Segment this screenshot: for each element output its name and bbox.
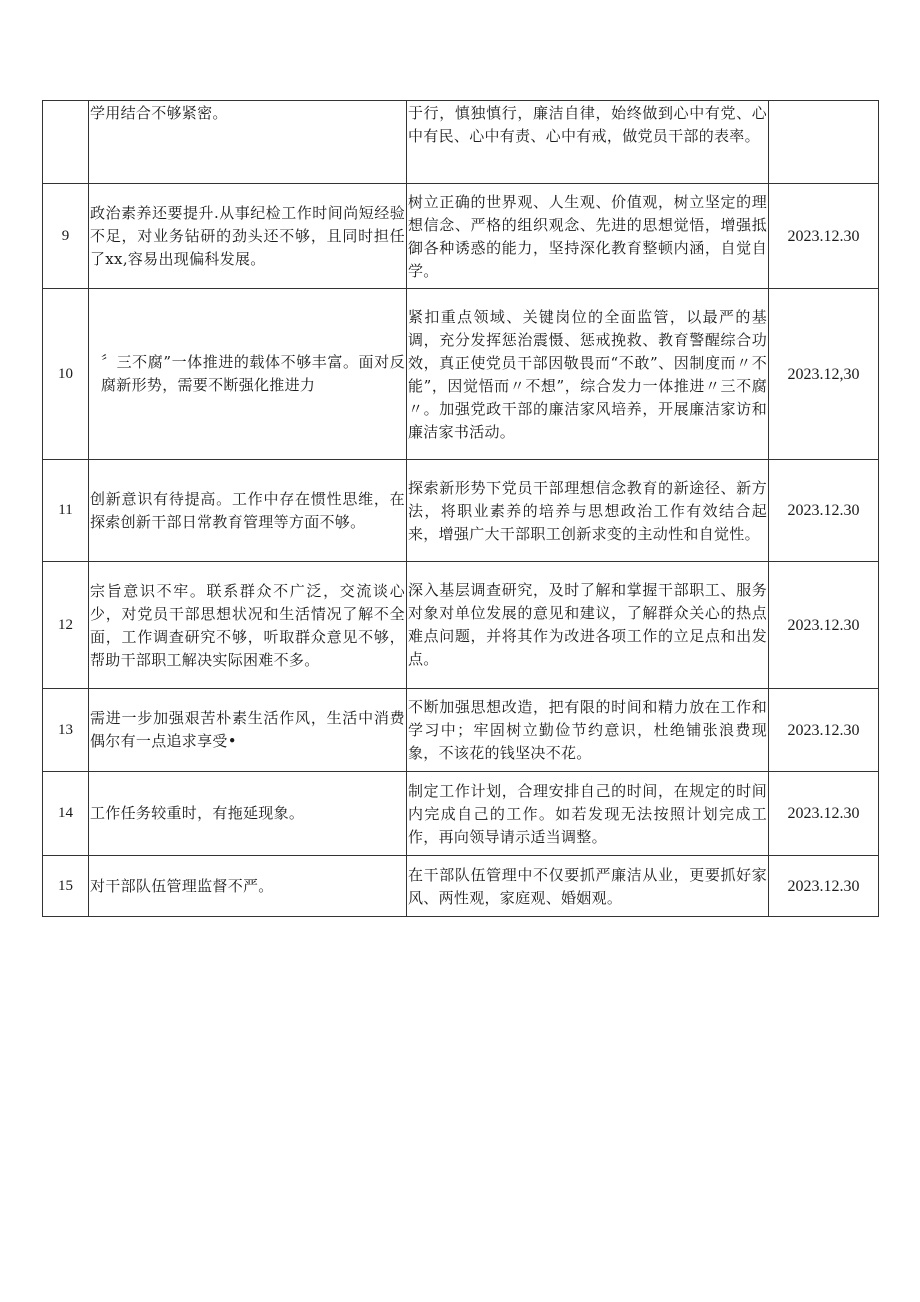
measure-cell bbox=[407, 289, 769, 460]
problem-text: 学用结合不够紧密。 bbox=[90, 104, 228, 122]
measure-text: 紧扣重点领域、关键岗位的全面监管，以最严的基调，充分发挥惩治震慑、惩戒挽救、教育警醒综合功效，真正使党员干部因敬畏而“不敢”、因制度而〃不能”，因觉悟而〃不想”，综合发力一体推进〃三不腐〃。加强党政干部的廉洁家风培养，开展廉洁家访和廉洁家书活动。 bbox=[408, 307, 767, 441]
problem-text: 〞三不腐”一体推进的载体不够丰富。面对反腐新形势，需要不断强化推进力 bbox=[101, 353, 405, 394]
problem-cell bbox=[89, 689, 407, 772]
rectification-table bbox=[42, 100, 879, 917]
problem-cell bbox=[89, 856, 407, 917]
row-number: 9 bbox=[43, 184, 89, 289]
row-number: 14 bbox=[43, 772, 89, 856]
measure-text: 于行，慎独慎行，廉洁自律，始终做到心中有党、心中有民、心中有责、心中有戒，做党员干部的表率。 bbox=[408, 104, 767, 145]
table-row bbox=[43, 289, 879, 460]
measure-cell bbox=[407, 562, 769, 689]
measure-text: 探索新形势下党员干部理想信念教育的新途径、新方法，将职业素养的培养与思想政治工作有效结合起来，增强广大干部职工创新求变的主动性和自觉性。 bbox=[408, 478, 767, 543]
problem-text: 政治素养还要提升.从事纪检工作时间尚短经验不足，对业务钻研的劲头还不够，且同时担任了xx,容易出现偏科发展。 bbox=[90, 204, 405, 268]
problem-cell bbox=[89, 562, 407, 689]
measure-cell bbox=[407, 689, 769, 772]
measure-cell bbox=[407, 184, 769, 289]
deadline-cell: 2023.12.30 bbox=[769, 772, 879, 856]
measure-cell bbox=[407, 460, 769, 562]
table-row bbox=[43, 101, 879, 184]
problem-cell bbox=[89, 184, 407, 289]
problem-text: 宗旨意识不牢。联系群众不广泛，交流谈心少，对党员干部思想状况和生活情况了解不全面，工作调查研究不够，听取群众意见不够，帮助干部职工解决实际困难不多。 bbox=[90, 581, 405, 669]
deadline-cell: 2023.12.30 bbox=[769, 562, 879, 689]
problem-cell bbox=[89, 772, 407, 856]
table-row bbox=[43, 856, 879, 917]
deadline-cell: 2023.12.30 bbox=[769, 184, 879, 289]
row-number: 11 bbox=[43, 460, 89, 562]
measure-text: 制定工作计划，合理安排自己的时间，在规定的时间内完成自己的工作。如若发现无法按照计划完成工作，再向领导请示适当调整。 bbox=[408, 781, 767, 846]
measure-text: 树立正确的世界观、人生观、价值观，树立坚定的理想信念、严格的组织观念、先进的思想觉悟，增强抵御各种诱惑的能力，坚持深化教育整顿内涵，自觉自学。 bbox=[408, 192, 767, 280]
deadline-cell bbox=[769, 101, 879, 184]
problem-text: 需进一步加强艰苦朴素生活作风，生活中消费偶尔有一点追求享受• bbox=[90, 709, 405, 750]
measure-text: 深入基层调查研究，及时了解和掌握干部职工、服务对象对单位发展的意见和建议，了解群众关心的热点难点问题，并将其作为改进各项工作的立足点和出发点。 bbox=[408, 581, 767, 668]
measure-cell bbox=[407, 772, 769, 856]
problem-cell bbox=[89, 101, 407, 184]
problem-cell bbox=[89, 289, 407, 460]
table-row bbox=[43, 460, 879, 562]
deadline-cell: 2023.12.30 bbox=[769, 856, 879, 917]
deadline-cell: 2023.12.30 bbox=[769, 689, 879, 772]
table-row bbox=[43, 772, 879, 856]
table-row bbox=[43, 562, 879, 689]
measure-cell bbox=[407, 856, 769, 917]
row-number: 13 bbox=[43, 689, 89, 772]
measure-cell bbox=[407, 101, 769, 184]
problem-text: 创新意识有待提高。工作中存在惯性思维，在探索创新干部日常教育管理等方面不够。 bbox=[90, 489, 405, 531]
deadline-cell: 2023.12,30 bbox=[769, 289, 879, 460]
table-row bbox=[43, 689, 879, 772]
row-number: 12 bbox=[43, 562, 89, 689]
measure-text: 在干部队伍管理中不仅要抓严廉洁从业，更要抓好家风、两性观，家庭观、婚姻观。 bbox=[408, 865, 767, 907]
problem-text: 对干部队伍管理监督不严。 bbox=[90, 876, 274, 895]
row-number bbox=[43, 101, 89, 184]
problem-cell bbox=[89, 460, 407, 562]
row-number: 15 bbox=[43, 856, 89, 917]
row-number: 10 bbox=[43, 289, 89, 460]
table-row bbox=[43, 184, 879, 289]
deadline-cell: 2023.12.30 bbox=[769, 460, 879, 562]
problem-text: 工作任务较重时，有拖延现象。 bbox=[90, 804, 305, 822]
measure-text: 不断加强思想改造，把有限的时间和精力放在工作和学习中；牢固树立勤俭节约意识，杜绝铺张浪费现象，不该花的钱坚决不花。 bbox=[408, 698, 767, 762]
